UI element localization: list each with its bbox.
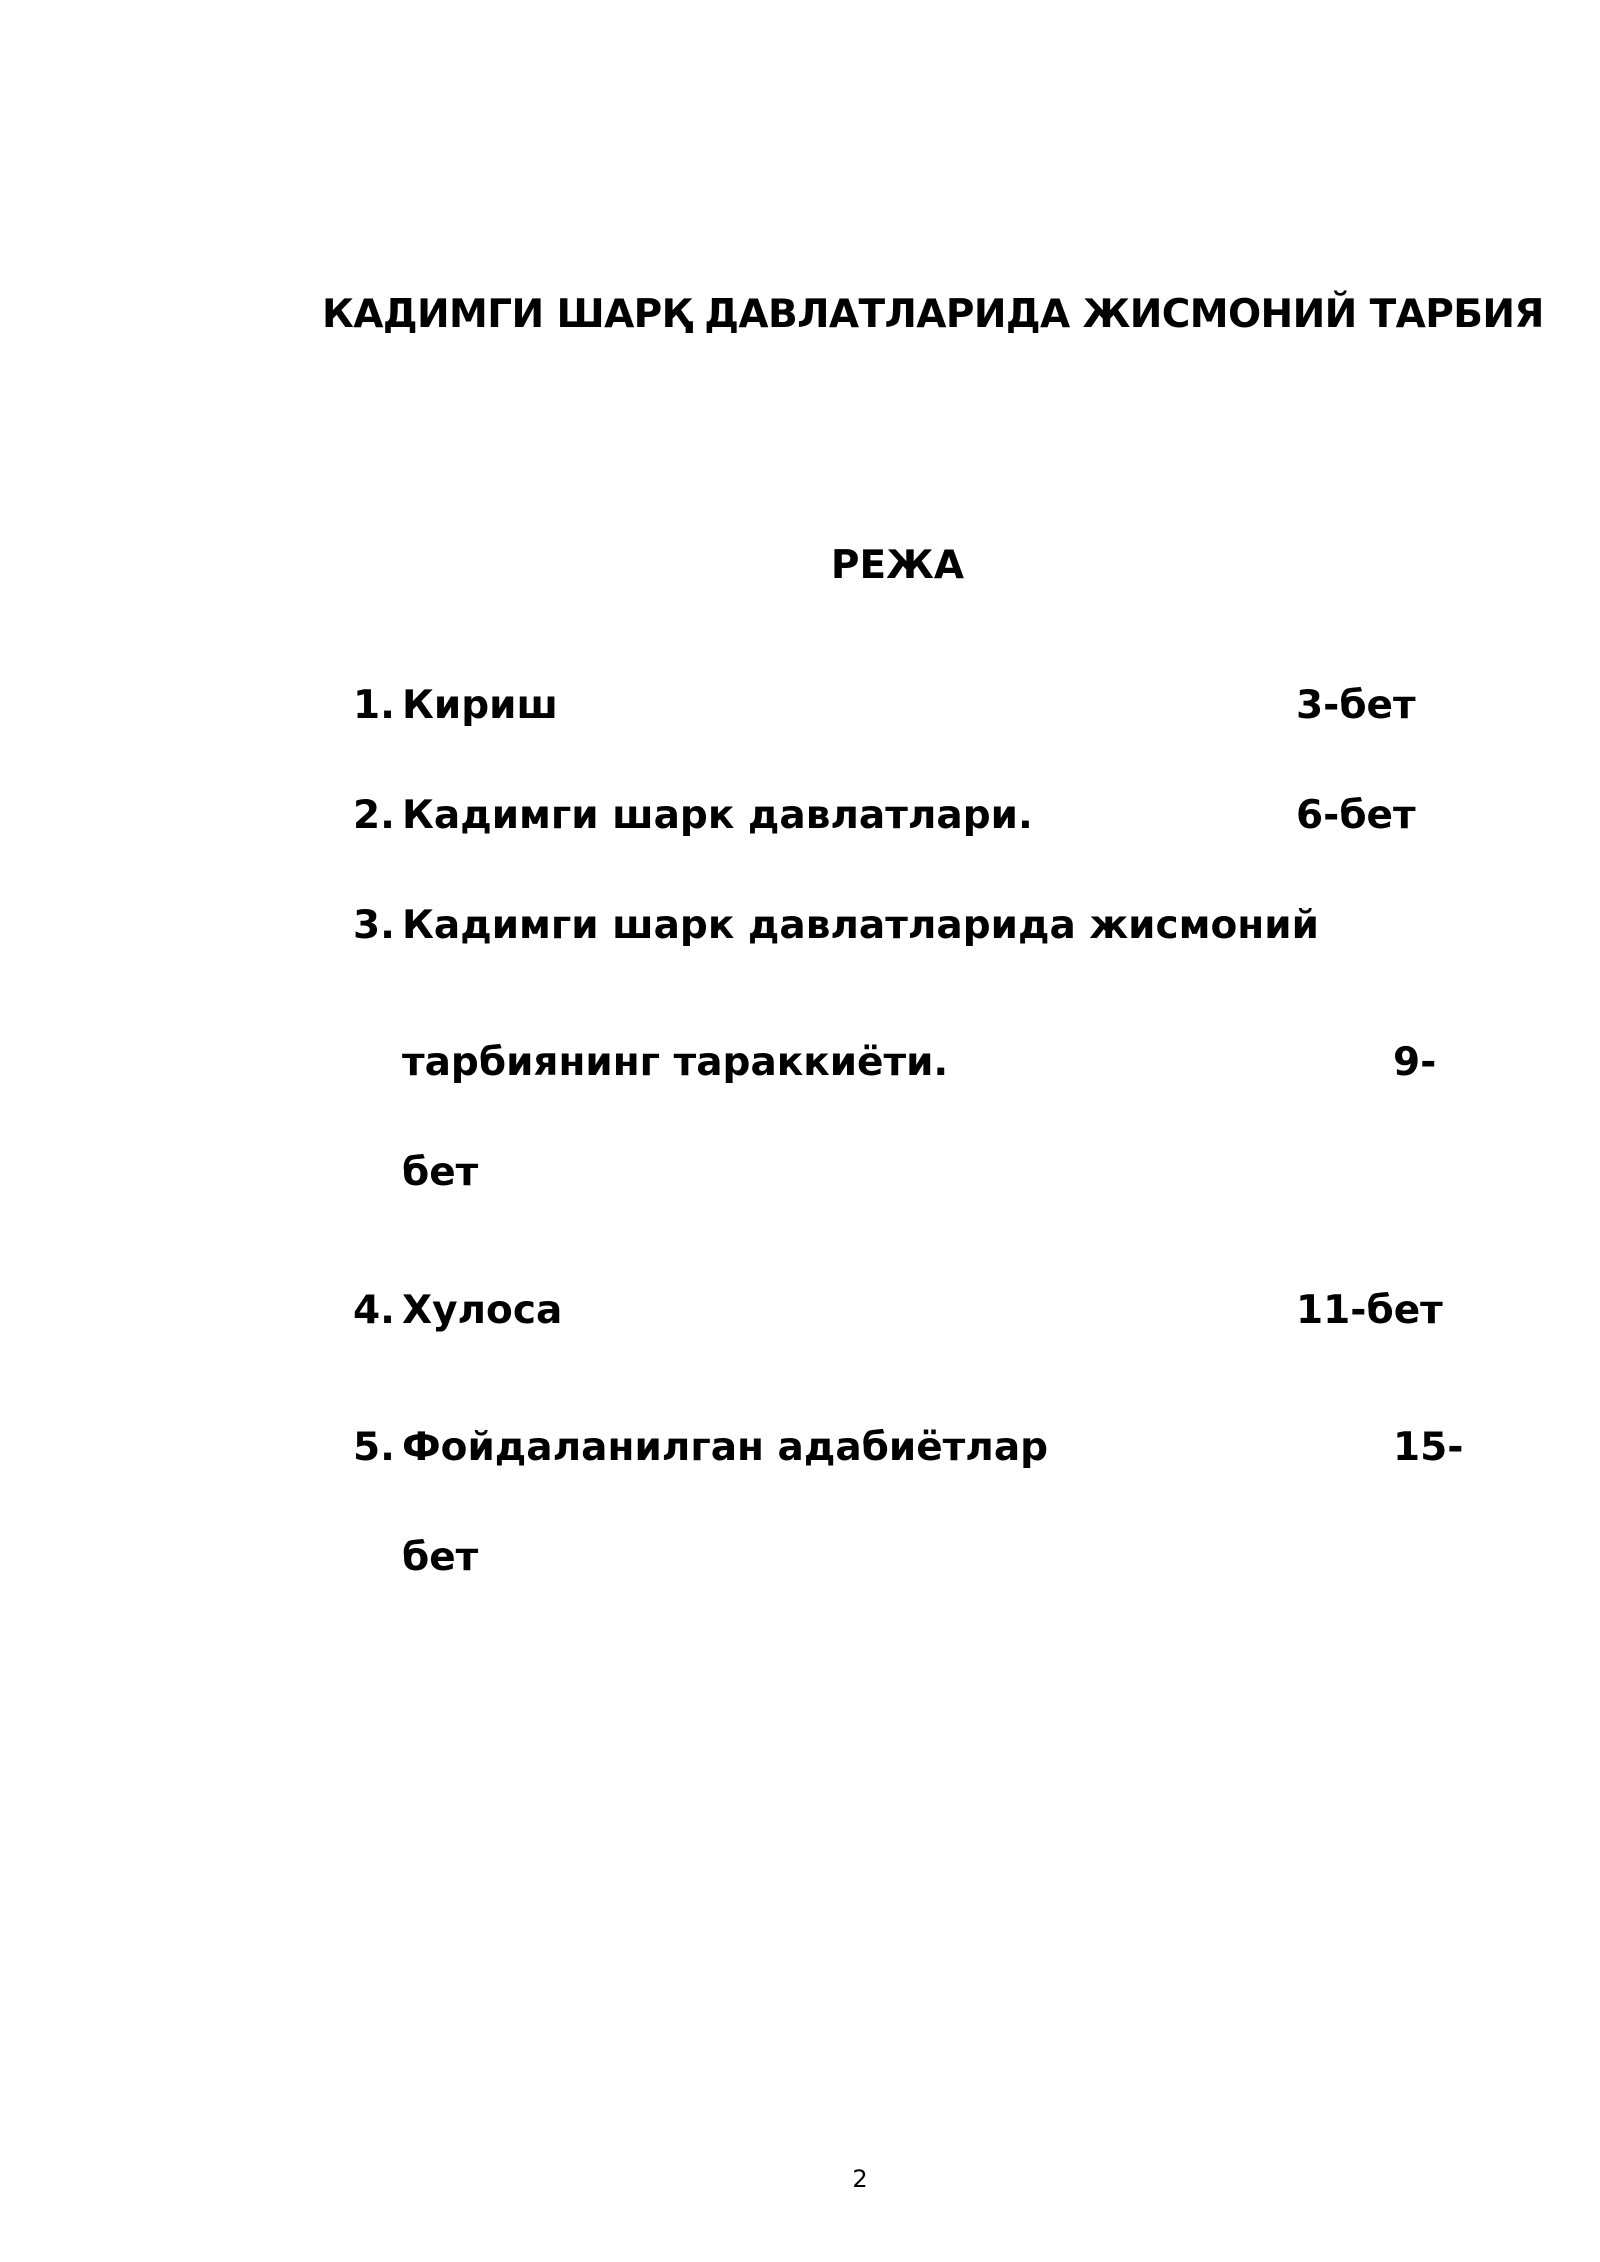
toc-item-number: 1. [353, 683, 395, 728]
toc-item-label-line2: тарбиянинг тараккиёти. [402, 1040, 949, 1085]
toc-item-label-line1: Кадимги шарк давлатларида жисмоний [402, 903, 1319, 948]
toc-item-label: Хулоса [402, 1288, 563, 1333]
toc-item-label: Кириш [402, 683, 558, 728]
toc-item-label: Кадимги шарк давлатлари. [402, 793, 1033, 838]
toc-item-page-part1: 9- [1393, 1040, 1437, 1085]
page-number: 2 [852, 2165, 868, 2193]
toc-item-page-part1: 15- [1393, 1425, 1464, 1470]
toc-item-page: 11-бет [1296, 1288, 1443, 1333]
toc-item-page: 6-бет [1296, 793, 1416, 838]
toc-item-number: 3. [353, 903, 395, 948]
toc-item-page-part2: бет [402, 1150, 479, 1195]
document-title: КАДИМГИ ШАРҚ ДАВЛАТЛАРИДА ЖИСМОНИЙ ТАРБИЯ [322, 292, 1544, 337]
toc-item-number: 2. [353, 793, 395, 838]
toc-item-page-part2: бет [402, 1535, 479, 1580]
toc-item-number: 5. [353, 1425, 395, 1470]
plan-heading: РЕЖА [830, 543, 965, 588]
toc-item-page: 3-бет [1296, 683, 1416, 728]
toc-item-label: Фойдаланилган адабиётлар [402, 1425, 1049, 1470]
toc-item-number: 4. [353, 1288, 395, 1333]
